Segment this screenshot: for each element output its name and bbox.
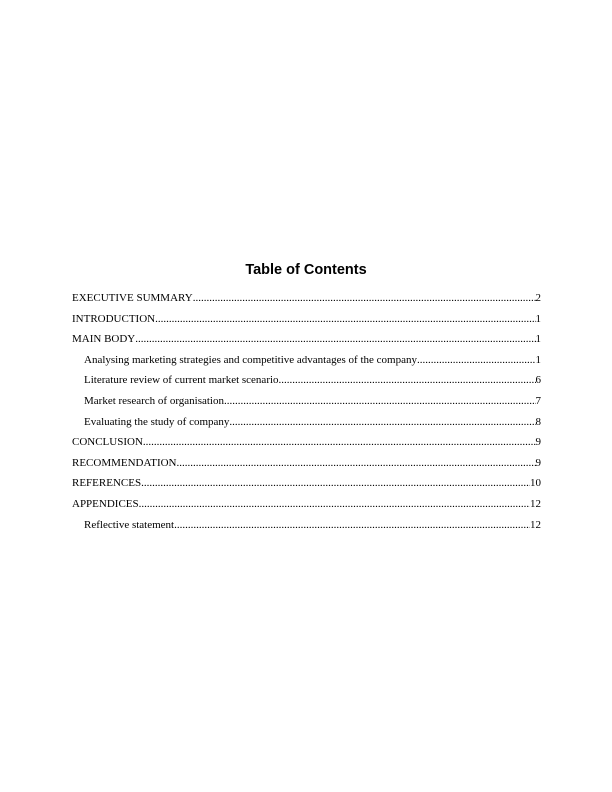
toc-dot-leader [139,496,530,512]
toc-entry[interactable] [72,434,541,455]
toc-subentry[interactable] [72,393,541,414]
toc-dot-leader [141,475,530,491]
toc-entry-label: EXECUTIVE SUMMARY [72,292,193,304]
toc-entry[interactable] [72,496,541,517]
toc-entry[interactable] [72,290,541,311]
toc-entry-page: 1 [535,353,541,366]
toc-entry-label: Literature review of current market scenario [84,374,279,387]
toc-entry[interactable] [72,311,541,332]
toc-dot-leader [155,311,535,327]
toc-entry-label: Analysing marketing strategies and competitive advantages of the company [84,353,417,366]
toc-dot-leader [193,290,536,306]
toc-entry-label: INTRODUCTION [72,312,156,325]
toc-entry-label: MAIN BODY [72,333,136,346]
toc-subentry[interactable] [72,372,541,393]
toc-entry-page: 6 [535,374,541,387]
toc-entry-label: Reflective statement [84,518,175,531]
toc-dot-leader [143,434,536,450]
toc-list [72,290,541,537]
toc-entry-page: 12 [530,497,541,510]
toc-entry-page: 10 [530,477,541,490]
toc-entry-page: 12 [530,518,541,531]
toc-title: Table of Contents [245,262,367,278]
toc-subentry[interactable] [72,517,541,538]
toc-dot-leader [177,455,536,471]
toc-entry-page: 9 [535,456,541,469]
toc-dot-leader [417,352,536,368]
toc-entry-page: 9 [535,436,541,449]
toc-entry-label: APPENDICES [72,497,139,510]
toc-entry[interactable] [72,455,541,476]
toc-entry-label: Market research of organisation [84,394,224,407]
toc-entry-label: REFERENCES [72,477,142,490]
toc-dot-leader [229,414,535,430]
toc-entry-label: Evaluating the study of company [84,415,230,428]
toc-entry-page: 7 [535,394,541,407]
toc-entry-page: 1 [535,312,541,325]
toc-entry-page: 2 [535,292,541,304]
toc-dot-leader [174,517,530,533]
toc-subentry[interactable] [72,414,541,435]
toc-entry-page: 8 [535,415,541,428]
toc-entry[interactable] [72,331,541,352]
toc-dot-leader [279,372,536,388]
toc-entry-label: RECOMMENDATION [72,456,177,469]
toc-dot-leader [224,393,536,409]
toc-subentry[interactable] [72,352,541,373]
toc-entry[interactable] [72,475,541,496]
toc-dot-leader [135,331,535,347]
toc-entry-label: CONCLUSION [72,436,143,449]
toc-entry-page: 1 [535,333,541,346]
